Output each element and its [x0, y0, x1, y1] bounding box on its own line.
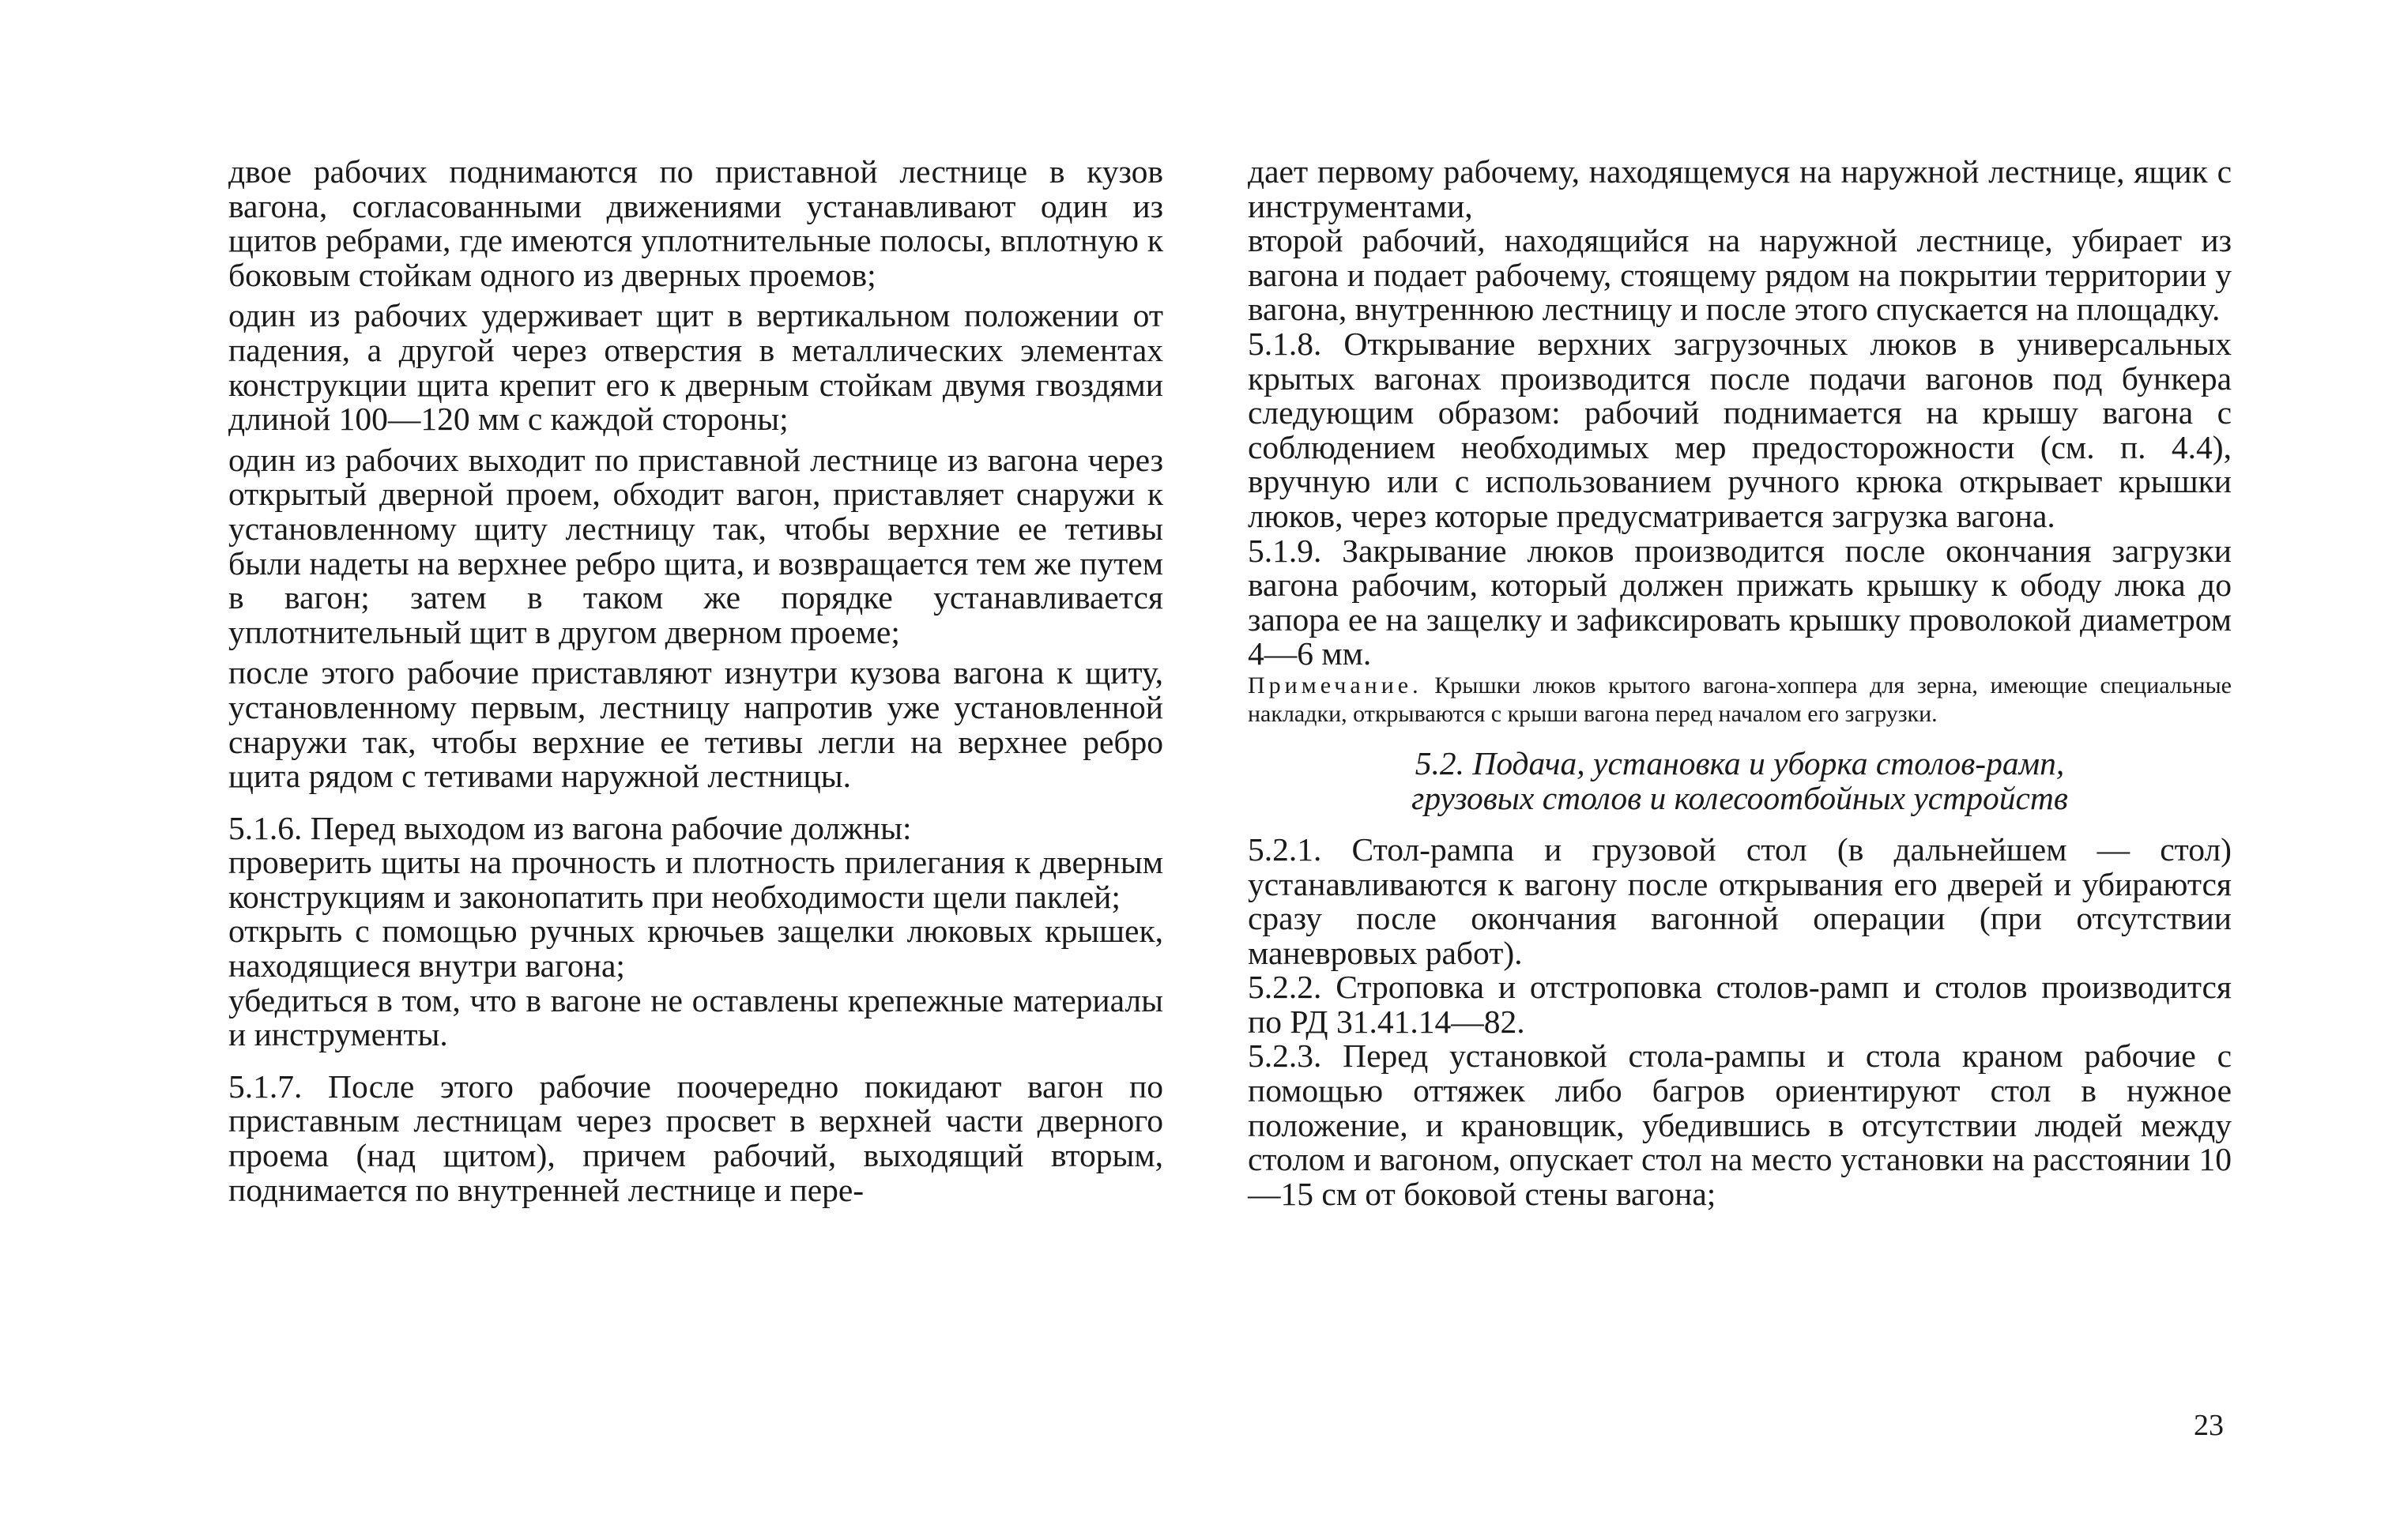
paragraph: убедиться в том, что в вагоне не оставлены крепежные материалы и инструменты. — [228, 981, 1163, 1053]
section-5-2-2: 5.2.2. Строповка и отстроповка столов-рамп и столов производится по РД 31.41.14—82. — [1248, 969, 2232, 1040]
paragraph: дает первому рабочему, находящемуся на наружной лестнице, ящик с инструментами, — [1248, 153, 2232, 224]
note-text: Крышки люков крытого вагона-хоппера для зерна, имеющие специальные накладки, открываются с крыши вагона перед началом его загрузки. — [1248, 672, 2232, 727]
paragraph: второй рабочий, находящийся на наружной лестнице, убирает из вагона и подает рабочему, стоящему рядом на покрытии территории у вагона, внутреннюю лестницу и после этого спускается на площадку. — [1248, 222, 2232, 328]
section-5-1-6: 5.1.6. Перед выходом из вагона рабочие должны: — [228, 809, 912, 846]
section-5-1-7: 5.1.7. После этого рабочие поочередно покидают вагон по приставным лестницам через просвет в верхней части дверного проема (над щитом), причем рабочий, выходящий вторым, поднимается по внутренней лестнице и пере- — [228, 1067, 1163, 1208]
paragraph: один из рабочих удерживает щит в вертикальном положении от падения, а другой через отверстия в металлических элементах конструкции щита крепит его к дверным стойкам двумя гвоздями длиной 100—120 мм с каждой стороны; — [228, 297, 1163, 438]
section-5-1-8: 5.1.8. Открывание верхних загрузочных люков в универсальных крытых вагонах производится после подачи вагонов под бункера следующим образом: рабочий поднимается на крышу вагона с соблюдением необходимых мер предосторожности (см. п. 4.4), вручную или с использованием ручного крюка открывает крышки люков, через которые предусматривается загрузка вагона. — [1248, 325, 2232, 534]
paragraph: двое рабочих поднимаются по приставной лестнице в кузов вагона, согласованными движениями устанавливают один из щитов ребрами, где имеются уплотнительные полосы, вплотную к боковым стойкам одного из дверных проемов; — [228, 153, 1163, 293]
paragraph: после этого рабочие приставляют изнутри кузова вагона к щиту, установленному первым, лестницу напротив уже установленной снаружи так, чтобы верхние ее тетивы легли на верхнее ребро щита рядом с тетивами наружной лестницы. — [228, 654, 1163, 795]
heading-line: грузовых столов и колесоотбойных устройств — [1411, 779, 2068, 816]
section-5-2-1: 5.2.1. Стол-рампа и грузовой стол (в дальнейшем — стол) устанавливаются к вагону после открывания его дверей и убираются сразу после окончания вагонной операции (при отсутствии маневровых работ). — [1248, 830, 2232, 971]
heading-line: 5.2. Подача, установка и уборка столов-рамп, — [1415, 744, 2065, 781]
paragraph: один из рабочих выходит по приставной лестнице из вагона через открытый дверной проем, обходит вагон, приставляет снаружи к установленному щиту лестницу так, чтобы верхние ее тетивы были надеты на верхнее ребро щита, и возвращается тем же путем в вагон; затем в таком же порядке устанавливается уплотнительный щит в другом дверном проеме; — [228, 441, 1163, 650]
section-5-2-3: 5.2.3. Перед установкой стола-рампы и стола краном рабочие с помощью оттяжек либо багров ориентируют стол в нужное положение, и крановщик, убедившись в отсутствии людей между столом и вагоном, опускает стол на место установки на расстоянии 10—15 см от боковой стены вагона; — [1248, 1037, 2232, 1212]
paragraph: проверить щиты на прочность и плотность прилегания к дверным конструкциям и законопатить при необходимости щели паклей; — [228, 844, 1163, 915]
page-number: 23 — [2194, 1409, 2224, 1442]
note-label: Примечание. — [1248, 672, 1422, 698]
right-column — [1248, 155, 2232, 1211]
section-heading-5-2 — [1248, 746, 2232, 815]
left-column — [228, 155, 1163, 1207]
section-5-1-9: 5.1.9. Закрывание люков производится после окончания загрузки вагона рабочим, который должен прижать крышку к ободу люка до запора ее на защелку и зафиксировать крышку проволокой диаметром 4—6 мм. — [1248, 532, 2232, 672]
paragraph: открыть с помощью ручных крючьев защелки люковых крышек, находящиеся внутри вагона; — [228, 913, 1163, 985]
note — [1248, 672, 2232, 729]
